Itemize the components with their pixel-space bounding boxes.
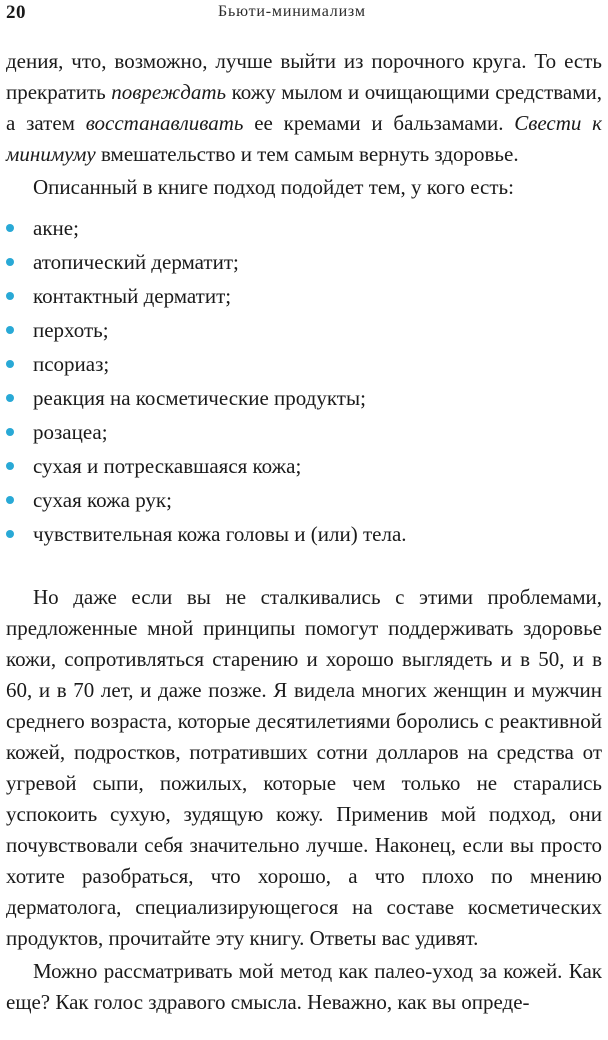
list-item-text: реакция на косметические продукты; (33, 386, 366, 410)
list-item-text: контактный дерматит; (33, 284, 232, 308)
bullet-dot-icon (6, 394, 14, 402)
condition-list (6, 211, 602, 551)
paragraph-benefits: Но даже если вы не сталкивались с этими проблемами, предложенные мной принципы помогут поддерживать здоровье кожи, сопротивляться старению и хорошо выглядеть и в 50, и в 60, и в 70 лет, и даже позже. Я видела многих женщин и мужчин среднего возраста, которые десятилетиями боролись с реактивной кожей, подростков, потративших сотни долларов на средства от угревой сыпи, пожилых, которые чем только не старались успокоить сухую, зудящую кожу. Применив мой подход, они почувствовали себя значительно лучше. Наконец, если вы просто хотите разобраться, что хорошо, а что плохо по мнению дерматолога, специализирующегося на составе косметических продуктов, прочитайте эту книгу. Ответы вас удивят. (6, 585, 602, 950)
list-item-text: перхоть; (33, 318, 109, 342)
paragraph-text: вмешательство и тем самым вернуть здоровье. (95, 142, 519, 166)
list-item (6, 517, 602, 551)
emphasis-text: Свести к минимуму (6, 111, 602, 166)
paragraph-method: Можно рассматривать мой метод как палео-уход за кожей. Как еще? Как голос здравого смысла. Неважно, как вы опреде- (6, 959, 602, 1014)
bullet-dot-icon (6, 292, 14, 300)
list-item (6, 381, 602, 415)
bullet-dot-icon (6, 224, 14, 232)
paragraph-text: кожу мылом и очищающими средствами, а затем (6, 80, 602, 135)
paragraph-intro (6, 46, 602, 170)
list-item (6, 449, 602, 483)
paragraph-text: ее кремами и бальзамами. (243, 111, 515, 135)
page-header (6, 0, 602, 34)
bullet-dot-icon (6, 326, 14, 334)
list-item-text: псориаз; (33, 352, 110, 376)
running-title: Бьюти-минимализм (218, 3, 366, 20)
list-item (6, 347, 602, 381)
list-item-text: акне; (33, 216, 79, 240)
page-number: 20 (6, 2, 26, 23)
bullet-dot-icon (6, 530, 14, 538)
list-item-text: сухая кожа рук; (33, 488, 172, 512)
paragraph-text: дения, что, возможно, лучше выйти из порочного круга. То есть прекратить (6, 49, 602, 104)
list-item-text: атопический дерматит; (33, 250, 239, 274)
list-item (6, 245, 602, 279)
paragraph-list-lead: Описанный в книге подход подойдет тем, у кого есть: (33, 175, 514, 199)
list-item (6, 211, 602, 245)
emphasis-text: восстанавливать (85, 111, 244, 135)
list-item (6, 279, 602, 313)
bullet-dot-icon (6, 258, 14, 266)
bullet-dot-icon (6, 496, 14, 504)
bullet-dot-icon (6, 428, 14, 436)
bullet-dot-icon (6, 360, 14, 368)
list-item-text: сухая и потрескавшаяся кожа; (33, 454, 302, 478)
emphasis-text: повреждать (111, 80, 227, 104)
list-item-text: чувствительная кожа головы и (или) тела. (33, 522, 407, 546)
list-item (6, 313, 602, 347)
list-item-text: розацеа; (33, 420, 108, 444)
book-page (6, 0, 602, 1018)
list-item (6, 483, 602, 517)
bullet-dot-icon (6, 462, 14, 470)
list-item (6, 415, 602, 449)
